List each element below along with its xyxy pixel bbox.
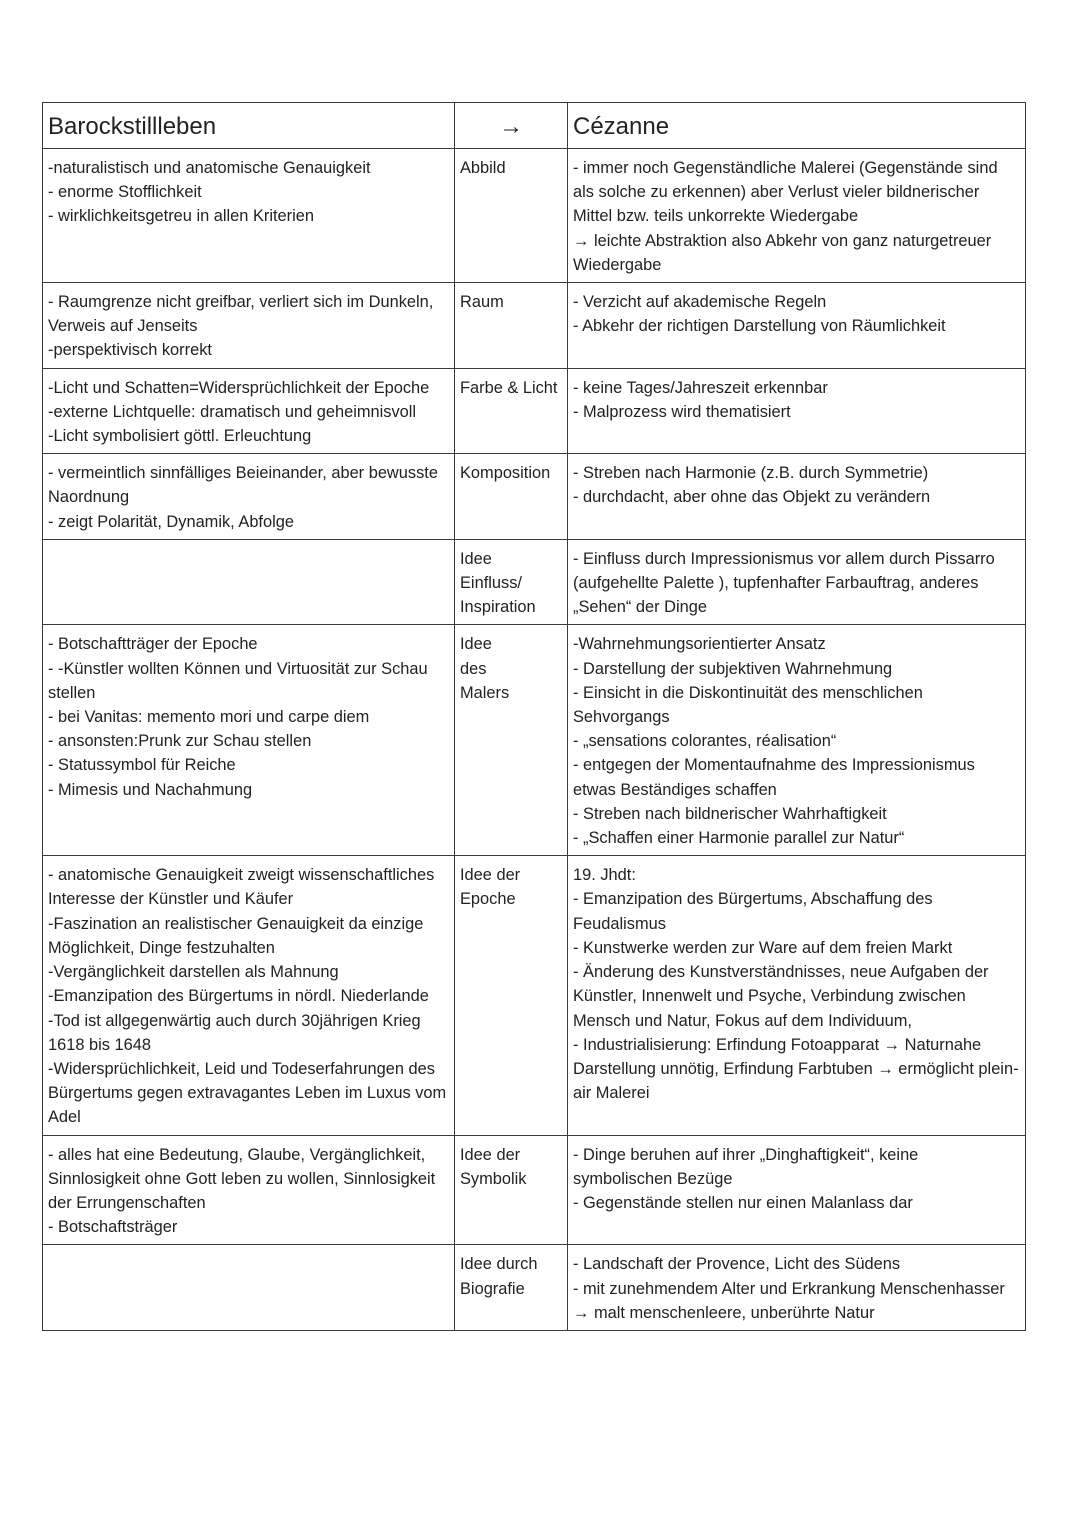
cell-line: -Licht symbolisiert göttl. Erleuchtung [48, 427, 312, 446]
category-cell [455, 149, 568, 283]
cell-line: - alles hat eine Bedeutung, Glaube, Vergänglichkeit, Sinnlosigkeit ohne Gott leben zu wollen, Sinnlosigkeit der Errungenschaften [48, 1145, 436, 1212]
cell-line: -Wahrnehmungsorientierter Ansatz [573, 635, 826, 654]
cell-line: - mit zunehmendem Alter und Erkrankung Menschenhasser → malt menschenleere, unberührte Natur [573, 1279, 1005, 1322]
cell-line: Raum [460, 293, 504, 312]
table-row [43, 149, 1026, 283]
baroque-cell [43, 149, 455, 283]
category-cell [455, 1245, 568, 1331]
cell-line: -externe Lichtquelle: dramatisch und geheimnisvoll [48, 402, 417, 421]
cell-line: -perspektivisch korrekt [48, 341, 212, 360]
table-row [43, 454, 1026, 540]
cezanne-cell [568, 149, 1026, 283]
table-row [43, 625, 1026, 856]
cezanne-cell [568, 454, 1026, 540]
cell-line: - Botschaftsträger [48, 1218, 178, 1237]
cell-line: - Änderung des Kunstverständnisses, neue Aufgaben der Künstler, Innenwelt und Psyche, Verbindung zwischen Mensch und Natur, Fokus auf dem Individuum, [573, 963, 989, 1030]
header-row [43, 103, 1026, 149]
cezanne-cell [568, 1135, 1026, 1245]
cell-line: Biografie [460, 1279, 525, 1298]
cell-line: Epoche [460, 890, 516, 909]
header-cezanne: Cézanne [568, 103, 1026, 149]
cell-line: - Gegenstände stellen nur einen Malanlass dar [573, 1193, 913, 1212]
table-row [43, 1245, 1026, 1331]
cell-line: -Licht und Schatten=Widersprüchlichkeit der Epoche [48, 378, 430, 397]
cell-line: - Botschaftträger der Epoche [48, 635, 258, 654]
cell-line: des [460, 659, 487, 678]
baroque-cell [43, 368, 455, 454]
cezanne-cell [568, 368, 1026, 454]
cell-line: Symbolik [460, 1169, 527, 1188]
category-cell [455, 283, 568, 369]
cell-line: - ansonsten:Prunk zur Schau stellen [48, 732, 312, 751]
cell-line: - Landschaft der Provence, Licht des Südens [573, 1255, 901, 1274]
table-row [43, 283, 1026, 369]
table-row [43, 539, 1026, 625]
cell-line: - Kunstwerke werden zur Ware auf dem freien Markt [573, 938, 953, 957]
cell-line: - „sensations colorantes, réalisation“ [573, 732, 837, 751]
category-cell [455, 539, 568, 625]
cell-line: → leichte Abstraktion also Abkehr von ganz naturgetreuer Wiedergabe [573, 231, 992, 274]
baroque-cell [43, 625, 455, 856]
cell-line: - „Schaffen einer Harmonie parallel zur Natur“ [573, 829, 905, 848]
cell-line: -Emanzipation des Bürgertums in nördl. Niederlande [48, 987, 429, 1006]
cell-line: - durchdacht, aber ohne das Objekt zu verändern [573, 488, 931, 507]
baroque-cell [43, 539, 455, 625]
cell-line: - Einfluss durch Impressionismus vor allem durch Pissarro (aufgehellte Palette ), tupfenhafter Farbauftrag, anderes „Sehen“ der Dinge [573, 549, 995, 617]
cell-line: - anatomische Genauigkeit zweigt wissenschaftliches Interesse der Künstler und Käufer [48, 866, 435, 909]
table-row [43, 856, 1026, 1135]
cell-line: - zeigt Polarität, Dynamik, Abfolge [48, 512, 294, 531]
cell-line: Farbe & Licht [460, 378, 558, 397]
baroque-cell [43, 283, 455, 369]
cell-line: Komposition [460, 464, 551, 483]
cell-line: Idee durch [460, 1255, 538, 1274]
cell-line: -Widersprüchlichkeit, Leid und Todeserfahrungen des Bürgertums gegen extravagantes Leben im Luxus vom Adel [48, 1059, 447, 1127]
cell-line: - Einsicht in die Diskontinuität des menschlichen Sehvorgangs [573, 683, 923, 727]
cell-line: - vermeintlich sinnfälliges Beieinander, aber bewusste Naordnung [48, 464, 438, 507]
cell-line: - Emanzipation des Bürgertums, Abschaffung des Feudalismus [573, 890, 933, 933]
category-cell [455, 368, 568, 454]
cell-line: - Dinge beruhen auf ihrer „Dinghaftigkeit“, keine symbolischen Bezüge [573, 1145, 919, 1188]
cell-line: - Raumgrenze nicht greifbar, verliert sich im Dunkeln, Verweis auf Jenseits [48, 293, 434, 336]
cell-line: - Mimesis und Nachahmung [48, 780, 253, 799]
cell-line: - wirklichkeitsgetreu in allen Kriterien [48, 207, 314, 226]
cezanne-cell [568, 856, 1026, 1135]
cell-line: Idee der [460, 1145, 521, 1164]
cell-line: - entgegen der Momentaufnahme des Impressionismus etwas Beständiges schaffen [573, 756, 975, 799]
cell-line: - Verzicht auf akademische Regeln [573, 293, 827, 312]
cell-line: Idee der [460, 866, 521, 885]
cezanne-cell [568, 625, 1026, 856]
cell-line: - Streben nach bildnerischer Wahrhaftigkeit [573, 804, 887, 823]
cell-line: - Streben nach Harmonie (z.B. durch Symmetrie) [573, 464, 929, 483]
cell-line: - Abkehr der richtigen Darstellung von Räumlichkeit [573, 317, 946, 336]
baroque-cell [43, 856, 455, 1135]
cell-line: - -Künstler wollten Können und Virtuosität zur Schau stellen [48, 659, 428, 702]
cezanne-cell [568, 539, 1026, 625]
table-row [43, 1135, 1026, 1245]
header-baroque: Barockstillleben [43, 103, 455, 149]
cell-line: - keine Tages/Jahreszeit erkennbar [573, 378, 828, 397]
category-cell [455, 454, 568, 540]
table-row [43, 368, 1026, 454]
category-cell [455, 1135, 568, 1245]
comparison-table [42, 102, 1026, 1331]
cell-line: -Tod ist allgegenwärtig auch durch 30jährigen Krieg 1618 bis 1648 [48, 1011, 421, 1054]
baroque-cell [43, 454, 455, 540]
cell-line: - immer noch Gegenständliche Malerei (Gegenstände sind als solche zu erkennen) aber Verlust vieler bildnerischer Mittel bzw. teils unkorrekte Wiedergabe [573, 159, 998, 226]
cell-line: Einfluss/ [460, 574, 522, 593]
cell-line: - Statussymbol für Reiche [48, 756, 236, 775]
header-arrow: → [455, 103, 568, 149]
baroque-cell [43, 1245, 455, 1331]
cell-line: -Vergänglichkeit darstellen als Mahnung [48, 963, 339, 982]
cell-line: - bei Vanitas: memento mori und carpe diem [48, 708, 370, 727]
cell-line: - Malprozess wird thematisiert [573, 402, 791, 421]
cezanne-cell [568, 283, 1026, 369]
cell-line: Malers [460, 683, 510, 702]
cell-line: -naturalistisch und anatomische Genauigkeit [48, 159, 371, 177]
cell-line: -Faszination an realistischer Genauigkeit da einzige Möglichkeit, Dinge festzuhalten [48, 914, 424, 957]
cell-line: 19. Jhdt: [573, 866, 636, 885]
cell-line: Idee [460, 549, 492, 568]
cell-line: Abbild [460, 159, 506, 177]
category-cell [455, 856, 568, 1135]
cell-line: - Industrialisierung: Erfindung Fotoapparat → Naturnahe Darstellung unnötig, Erfindung Farbtuben → ermöglicht plein-air Malerei [573, 1035, 1019, 1103]
cell-line: Idee [460, 635, 492, 654]
category-cell [455, 625, 568, 856]
cell-line: - enorme Stofflichkeit [48, 183, 202, 202]
cell-line: - Darstellung der subjektiven Wahrnehmung [573, 659, 893, 678]
baroque-cell [43, 1135, 455, 1245]
cell-line: Inspiration [460, 598, 536, 617]
cezanne-cell [568, 1245, 1026, 1331]
